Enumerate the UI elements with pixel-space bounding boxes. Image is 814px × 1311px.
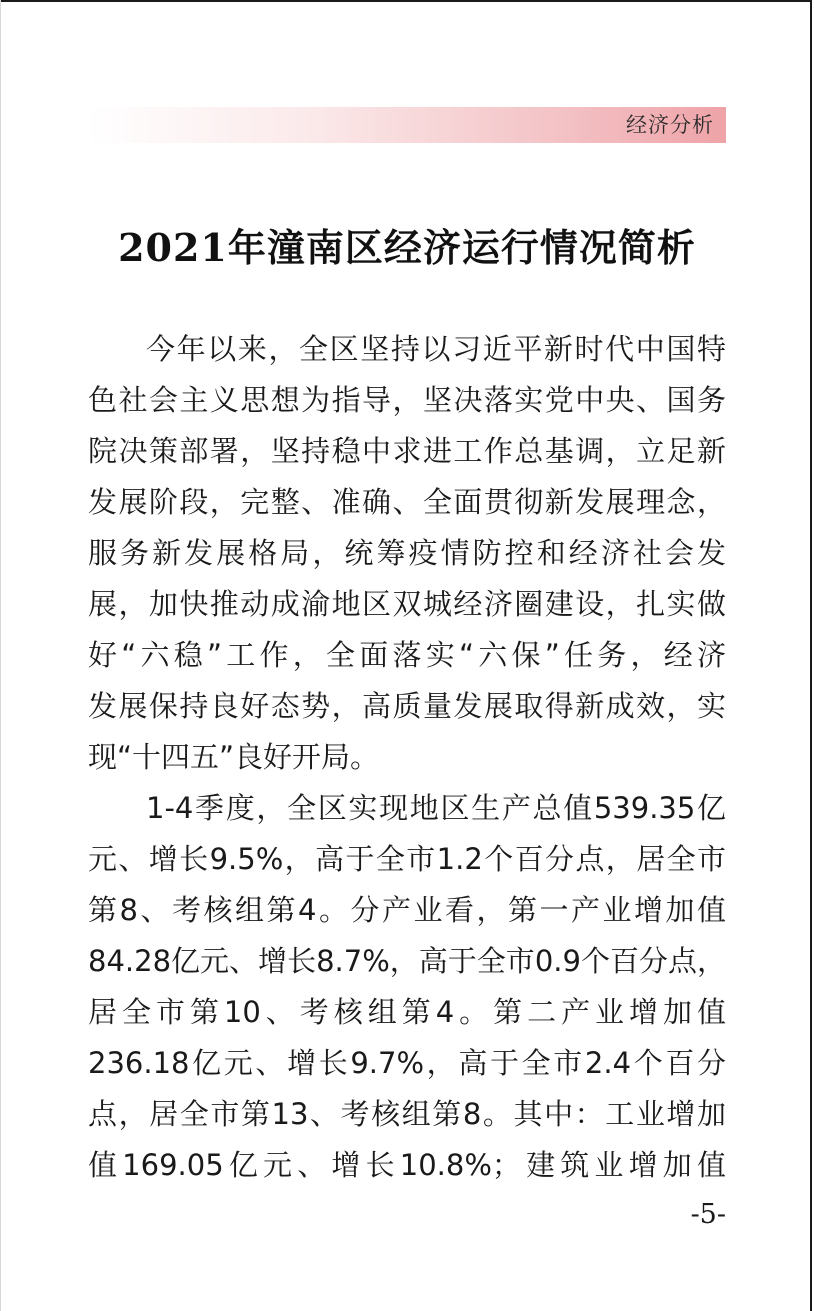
page-border-right	[810, 0, 812, 1311]
paragraph-2-line: 236.18亿元、增长9.7%，高于全市2.4个百分	[88, 1046, 726, 1080]
paragraph-1-line: 展，加快推动成渝地区双城经济圈建设，扎实做	[88, 587, 726, 621]
paragraph-2-line: 第8、考核组第4。分产业看，第一产业增加值	[88, 893, 726, 927]
paragraph-1-line: 发展保持良好态势，高质量发展取得新成效，实	[88, 689, 726, 723]
page-border-left	[0, 0, 1, 1311]
paragraph-1-line: 色社会主义思想为指导，坚决落实党中央、国务	[88, 383, 726, 417]
paragraph-2-line: 居全市第10、考核组第4。第二产业增加值	[88, 995, 726, 1029]
paragraph-2-line: 点，居全市第13、考核组第8。其中：工业增加	[88, 1097, 726, 1131]
paragraph-1-line: 现“十四五”良好开局。	[88, 740, 380, 774]
paragraph-1-line: 好“六稳”工作，全面落实“六保”任务，经济	[88, 638, 726, 672]
paragraph-1-line: 今年以来，全区坚持以习近平新时代中国特	[146, 332, 726, 366]
article-body	[88, 324, 726, 1191]
page-border-top	[0, 0, 812, 2]
section-label: 经济分析	[626, 113, 714, 137]
page-number: -5-	[690, 1199, 726, 1230]
paragraph-1-line: 院决策部署，坚持稳中求进工作总基调，立足新	[88, 434, 726, 468]
paragraph-1-line: 发展阶段，完整、准确、全面贯彻新发展理念，	[88, 485, 726, 519]
section-banner	[88, 107, 726, 143]
paragraph-2-line: 84.28亿元、增长8.7%，高于全市0.9个百分点，	[88, 944, 726, 978]
paragraph-2-line: 1-4季度，全区实现地区生产总值539.35亿	[146, 791, 726, 825]
paragraph-2-line: 值169.05亿元、增长10.8%；建筑业增加值	[88, 1148, 726, 1182]
paragraph-1-line: 服务新发展格局，统筹疫情防控和经济社会发	[88, 536, 726, 570]
paragraph-2-line: 元、增长9.5%，高于全市1.2个百分点，居全市	[88, 842, 726, 876]
article-title: 2021年潼南区经济运行情况简析	[118, 225, 696, 270]
